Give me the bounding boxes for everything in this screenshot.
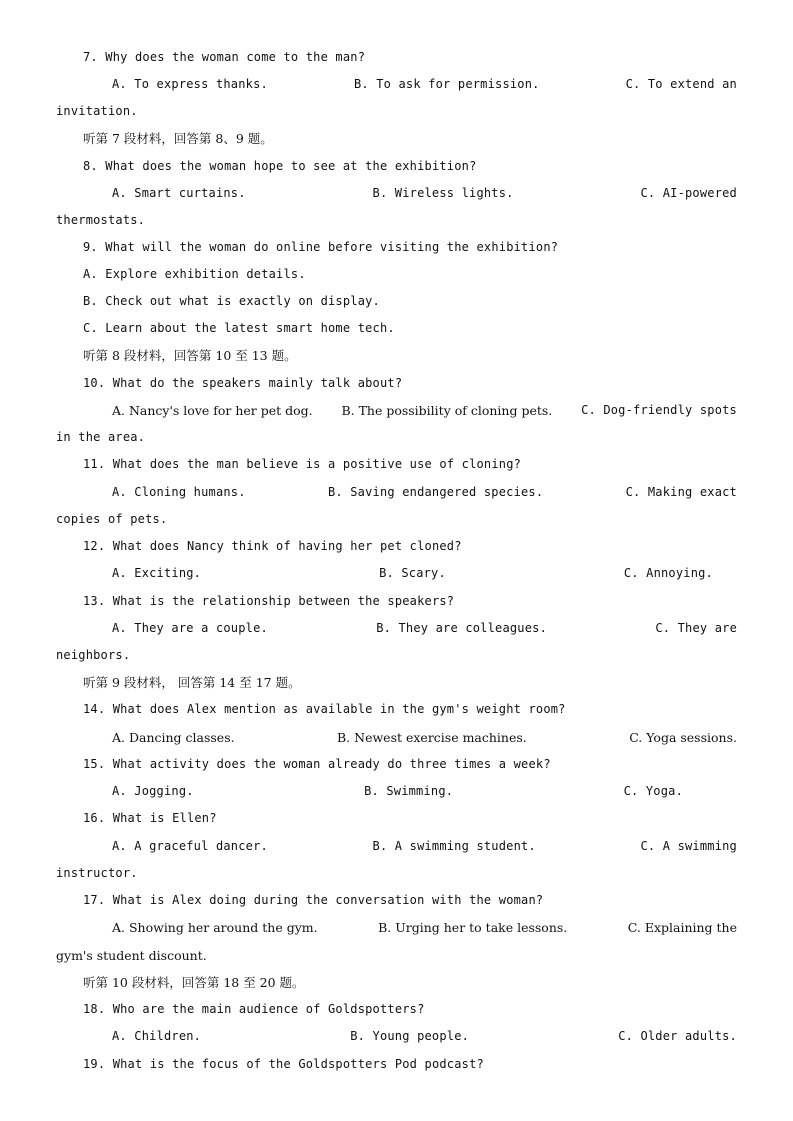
option-a: A. Dancing classes. (112, 730, 235, 745)
section-heading-7: 听第 7 段材料，回答第 8、9 题。 (83, 131, 273, 146)
option-a: A. Smart curtains. (112, 186, 246, 200)
question-9: 9. What will the woman do online before visiting the exhibition? (83, 240, 559, 254)
option-c: C. They are (655, 621, 737, 635)
option-b: B. Urging her to take lessons. (378, 920, 568, 935)
options-11 (112, 479, 737, 506)
option-c: C. Older adults. (618, 1029, 737, 1043)
question-13: 13. What is the relationship between the speakers? (83, 594, 455, 608)
option-c: C. A swimming (640, 839, 737, 853)
option-b: B. Saving endangered species. (327, 485, 544, 499)
question-16: 16. What is Ellen? (83, 811, 217, 825)
option-c: C. Dog-friendly spots (581, 403, 737, 417)
question-7: 7. Why does the woman come to the man? (83, 50, 366, 64)
option-c: C. Annoying. (623, 566, 713, 580)
option-b: B. To ask for permission. (353, 77, 540, 91)
option-c: C. To extend an (625, 77, 737, 91)
options-18 (112, 1023, 737, 1050)
option-c-continued: neighbors. (56, 648, 131, 662)
question-17: 17. What is Alex doing during the conversation with the woman? (83, 893, 544, 907)
option-b: B. Wireless lights. (372, 186, 514, 200)
option-b: B. The possibility of cloning pets. (341, 403, 553, 418)
option-a: A. Jogging. (112, 784, 194, 798)
section-heading-10: 听第 10 段材料，回答第 18 至 20 题。 (83, 975, 305, 990)
option-a: A. Exciting. (112, 566, 202, 580)
option-c: C. Yoga sessions. (629, 730, 737, 745)
option-a: A. They are a couple. (112, 621, 268, 635)
options-17 (112, 914, 737, 941)
question-12: 12. What does Nancy think of having her pet cloned? (83, 539, 462, 553)
option-b: B. Check out what is exactly on display. (83, 294, 380, 308)
option-a: A. Explore exhibition details. (83, 267, 306, 281)
options-13 (112, 615, 737, 642)
option-a: A. Showing her around the gym. (112, 920, 318, 935)
options-15 (112, 778, 683, 805)
option-b: B. Scary. (379, 566, 446, 580)
options-14 (112, 724, 737, 751)
option-a: A. Nancy's love for her pet dog. (112, 403, 313, 418)
option-c: C. Explaining the (627, 920, 737, 935)
option-b: B. A swimming student. (372, 839, 536, 853)
option-c-continued: thermostats. (56, 213, 146, 227)
question-11: 11. What does the man believe is a positive use of cloning? (83, 457, 522, 471)
section-heading-8: 听第 8 段材料，回答第 10 至 13 题。 (83, 348, 297, 363)
option-a: A. Children. (112, 1029, 202, 1043)
option-b: B. Swimming. (364, 784, 454, 798)
option-c: C. Making exact (625, 485, 737, 499)
question-8: 8. What does the woman hope to see at the exhibition? (83, 159, 477, 173)
question-18: 18. Who are the main audience of Goldspotters? (83, 1002, 425, 1016)
question-19: 19. What is the focus of the Goldspotters Pod podcast? (83, 1057, 484, 1071)
option-c: C. Yoga. (623, 784, 683, 798)
options-12 (112, 560, 713, 587)
options-16 (112, 833, 737, 860)
question-10: 10. What do the speakers mainly talk about? (83, 376, 403, 390)
option-a: A. A graceful dancer. (112, 839, 268, 853)
options-10 (112, 397, 737, 424)
option-a: A. Cloning humans. (112, 485, 246, 499)
option-c-continued: gym's student discount. (56, 948, 207, 963)
option-c: C. Learn about the latest smart home tech. (83, 321, 395, 335)
question-15: 15. What activity does the woman already do three times a week? (83, 757, 551, 771)
option-c-continued: instructor. (56, 866, 138, 880)
option-c-continued: copies of pets. (56, 512, 168, 526)
options-8 (112, 180, 737, 207)
option-c-continued: in the area. (56, 430, 146, 444)
question-14: 14. What does Alex mention as available in the gym's weight room? (83, 702, 566, 716)
option-b: B. They are colleagues. (376, 621, 548, 635)
option-c-continued: invitation. (56, 104, 138, 118)
option-c: C. AI-powered (640, 186, 737, 200)
section-heading-9: 听第 9 段材料， 回答第 14 至 17 题。 (83, 675, 301, 690)
options-7 (112, 71, 737, 98)
option-a: A. To express thanks. (112, 77, 268, 91)
option-b: B. Newest exercise machines. (337, 730, 527, 745)
option-b: B. Young people. (350, 1029, 470, 1043)
